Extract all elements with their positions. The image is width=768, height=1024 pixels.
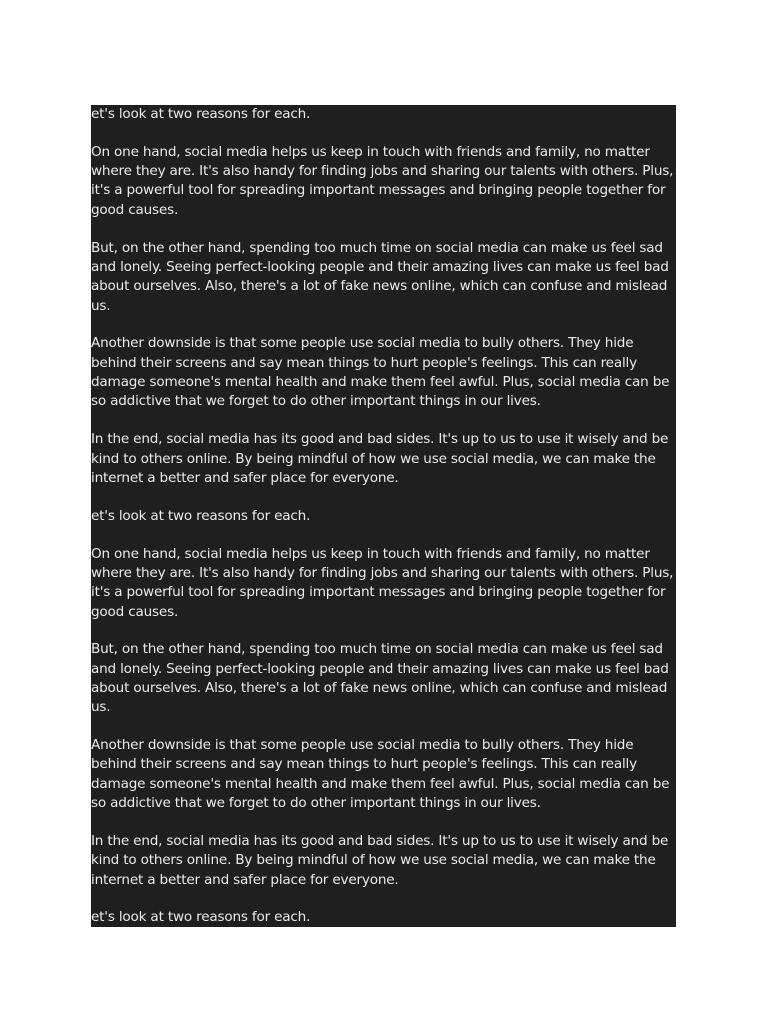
paragraph-bullying-1: Another downside is that some people use social media to bully others. They hide behind their screens and say mean things to hurt people's feelings. This can really damage someone's mental health and make them feel awful. Plus, social media can be so addictive that we forget to do other important things in our lives. [91,335,670,410]
paragraph-bullying-2: Another downside is that some people use social media to bully others. They hide behind their screens and say mean things to hurt people's feelings. This can really damage someone's mental health and make them feel awful. Plus, social media can be so addictive that we forget to do other important things in our lives. [91,737,670,812]
paragraph-conclusion-2: In the end, social media has its good and bad sides. It's up to us to use it wisely and be kind to others online. By being mindful of how we use social media, we can make the internet a better and safer place for everyone. [91,832,669,888]
paragraph-cons-1: But, on the other hand, spending too much time on social media can make us feel sad and lonely. Seeing perfect-looking people and their amazing lives can make us feel bad about ourselves. Also, there's a lot of fake news online, which can confuse and mislead us. [91,239,669,314]
paragraph-intro-1: et's look at two reasons for each. [91,106,311,122]
paragraph-intro-2: et's look at two reasons for each. [91,507,311,524]
paragraph-pros-2: On one hand, social media helps us keep in touch with friends and family, no matter where they are. It's also handy for finding jobs and sharing our talents with others. Plus, it's a powerful tool for spreading important messages and bringing people together for good causes. [91,545,674,620]
paragraph-intro-3: et's look at two reasons for each. [91,909,311,926]
paragraph-conclusion-1: In the end, social media has its good and bad sides. It's up to us to use it wisely and be kind to others online. By being mindful of how we use social media, we can make the internet a better and safer place for everyone. [91,431,669,486]
paragraph-pros-1: On one hand, social media helps us keep in touch with friends and family, no matter where they are. It's also handy for finding jobs and sharing our talents with others. Plus, it's a powerful tool for spreading important messages and bringing people together for good causes. [91,143,674,218]
paragraph-cons-2: But, on the other hand, spending too much time on social media can make us feel sad and lonely. Seeing perfect-looking people and their amazing lives can make us feel bad about ourselves. Also, there's a lot of fake news online, which can confuse and mislead us. [91,641,669,716]
dark-text-block [91,105,676,927]
